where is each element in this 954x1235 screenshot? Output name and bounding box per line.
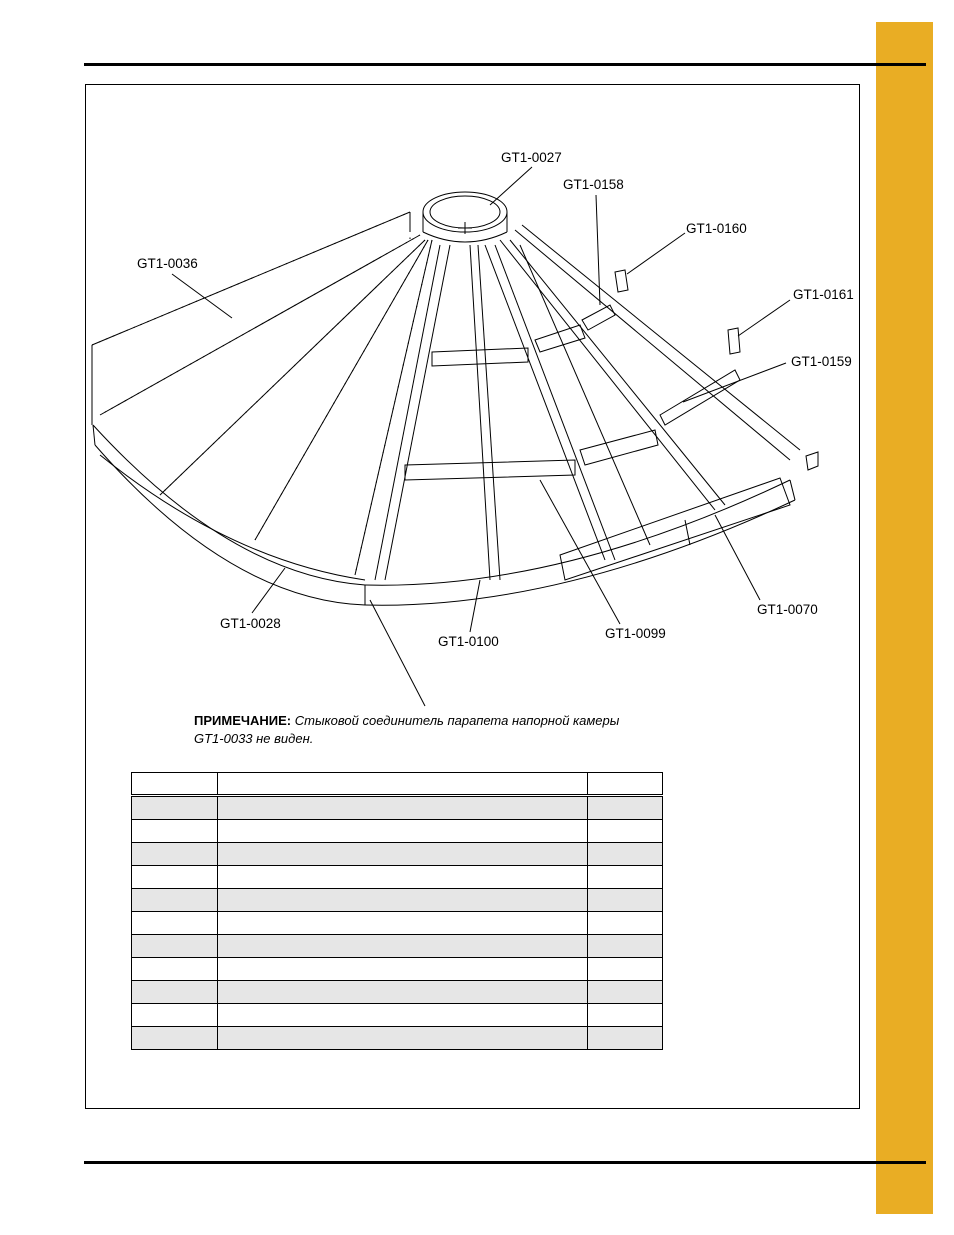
header-ref: [132, 773, 218, 796]
cell-description: [218, 935, 588, 958]
callout-gt1-0158: GT1-0158: [563, 177, 624, 192]
cell-part-number: [588, 981, 663, 1004]
callout-gt1-0100: GT1-0100: [438, 634, 499, 649]
note-text-line2: GT1-0033 не виден.: [194, 731, 314, 746]
cell-description: [218, 843, 588, 866]
callout-gt1-0161: GT1-0161: [793, 287, 854, 302]
cell-description: [218, 1004, 588, 1027]
cell-ref: [132, 866, 218, 889]
cell-description: [218, 820, 588, 843]
callout-gt1-0027: GT1-0027: [501, 150, 562, 165]
table-row: [132, 935, 663, 958]
table-header-row: [132, 773, 663, 796]
assembly-note: [194, 712, 664, 748]
table-row: [132, 958, 663, 981]
cell-ref: [132, 912, 218, 935]
cell-part-number: [588, 1004, 663, 1027]
table-row: [132, 820, 663, 843]
cell-ref: [132, 820, 218, 843]
note-label: ПРИМЕЧАНИЕ:: [194, 713, 292, 728]
cell-part-number: [588, 912, 663, 935]
cell-part-number: [588, 843, 663, 866]
cell-description: [218, 958, 588, 981]
cell-part-number: [588, 796, 663, 820]
table-row: [132, 981, 663, 1004]
curb-arc-outer-bottom: [95, 445, 365, 605]
cell-part-number: [588, 958, 663, 981]
table-row: [132, 1004, 663, 1027]
curb-arc-outer-top: [93, 425, 365, 585]
callout-gt1-0070: GT1-0070: [757, 602, 818, 617]
cell-description: [218, 796, 588, 820]
cell-ref: [132, 1027, 218, 1050]
cell-ref: [132, 1004, 218, 1027]
cell-description: [218, 1027, 588, 1050]
header-description: [218, 773, 588, 796]
cell-ref: [132, 843, 218, 866]
cell-description: [218, 912, 588, 935]
cell-part-number: [588, 1027, 663, 1050]
callout-gt1-0159: GT1-0159: [791, 354, 852, 369]
cell-ref: [132, 889, 218, 912]
cell-description: [218, 866, 588, 889]
cell-ref: [132, 981, 218, 1004]
cell-description: [218, 889, 588, 912]
cell-ref: [132, 935, 218, 958]
cell-ref: [132, 796, 218, 820]
cell-part-number: [588, 866, 663, 889]
table-row: [132, 796, 663, 820]
cell-ref: [132, 958, 218, 981]
cell-part-number: [588, 935, 663, 958]
cell-part-number: [588, 889, 663, 912]
table-row: [132, 843, 663, 866]
note-text-line1: Стыковой соединитель парапета напорной камеры: [294, 713, 620, 728]
callout-gt1-0036: GT1-0036: [137, 256, 198, 271]
table-row: [132, 1027, 663, 1050]
callout-gt1-0028: GT1-0028: [220, 616, 281, 631]
cell-part-number: [588, 820, 663, 843]
table-row: [132, 889, 663, 912]
callout-gt1-0099: GT1-0099: [605, 626, 666, 641]
header-part-number: [588, 773, 663, 796]
parts-list-table: [131, 772, 663, 1050]
callout-gt1-0160: GT1-0160: [686, 221, 747, 236]
cell-description: [218, 981, 588, 1004]
table-row: [132, 912, 663, 935]
table-row: [132, 866, 663, 889]
